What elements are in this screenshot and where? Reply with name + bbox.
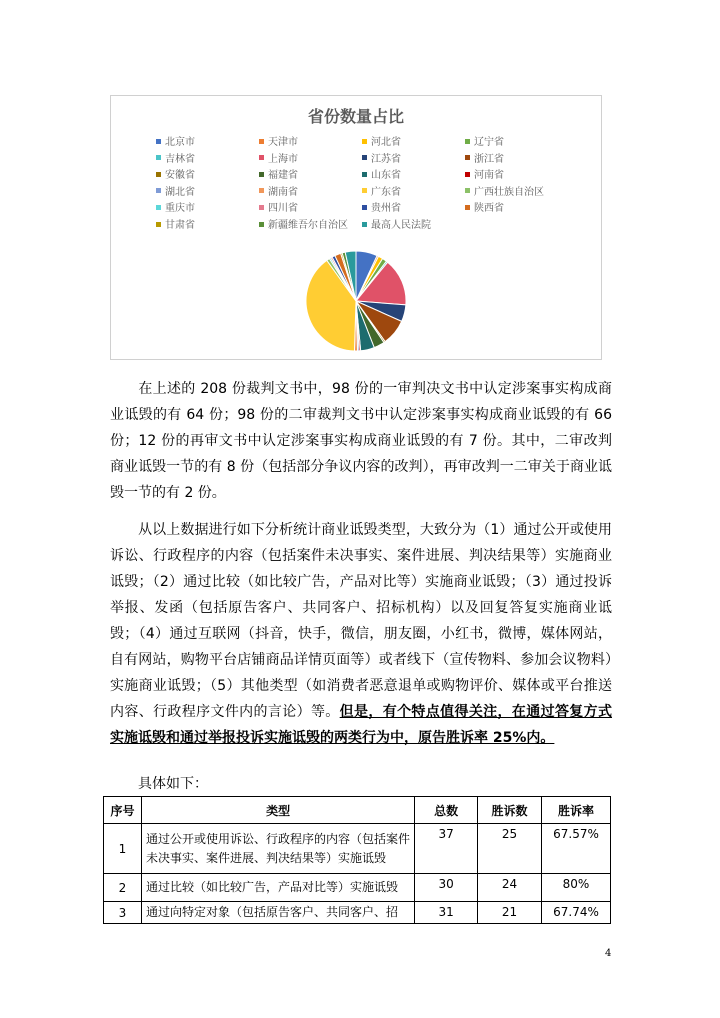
row-no: 3	[104, 902, 142, 924]
legend-label: 广东省	[371, 186, 401, 198]
legend-label: 辽宁省	[474, 137, 504, 148]
legend-item	[156, 170, 195, 182]
legend-swatch	[259, 155, 264, 160]
legend-swatch	[465, 188, 470, 193]
legend-swatch	[362, 205, 367, 210]
legend-item	[465, 203, 504, 215]
legend-swatch	[156, 188, 161, 193]
legend-swatch	[156, 205, 161, 210]
row-rate: 67.74%	[542, 902, 611, 924]
legend-label: 北京市	[165, 137, 195, 148]
paragraph-analysis-highlight: 但是，有个特点值得关注，在通过答复方式实施诋毁和通过举报投诉实施诋毁的两类行为中，原告胜诉率 25%内。	[110, 704, 613, 746]
row-wins: 25	[478, 824, 542, 874]
row-rate: 67.57%	[542, 824, 611, 874]
row-type: 通过比较（如比较广告，产品对比等）实施诋毁	[141, 874, 414, 902]
legend-item	[465, 154, 504, 166]
legend-swatch	[259, 222, 264, 227]
legend-item	[259, 187, 298, 199]
legend-item	[362, 203, 401, 215]
table-row	[104, 902, 611, 924]
legend-label: 湖北省	[165, 186, 195, 198]
legend-item	[259, 220, 348, 232]
legend-swatch	[156, 172, 161, 177]
header-no: 序号	[104, 797, 142, 824]
row-wins: 21	[478, 902, 542, 924]
legend-swatch	[156, 222, 161, 227]
legend-swatch	[259, 172, 264, 177]
defamation-type-table	[103, 796, 611, 924]
legend-label: 上海市	[268, 153, 298, 165]
legend-swatch	[156, 139, 161, 144]
legend-item	[465, 187, 544, 199]
legend-label: 河南省	[474, 170, 504, 182]
legend-item	[362, 220, 431, 232]
legend-swatch	[465, 139, 470, 144]
row-type: 通过向特定对象（包括原告客户、共同客户、招	[141, 902, 414, 924]
page-number: 4	[605, 948, 612, 959]
legend-swatch	[465, 155, 470, 160]
legend-item	[362, 187, 401, 199]
legend-label: 浙江省	[474, 153, 504, 165]
legend-swatch	[156, 155, 161, 160]
row-rate: 80%	[542, 874, 611, 902]
legend-swatch	[362, 155, 367, 160]
table-header-row	[104, 797, 611, 824]
legend-label: 江苏省	[371, 153, 401, 165]
header-rate: 胜诉率	[542, 797, 611, 824]
row-no: 1	[104, 824, 142, 874]
row-wins: 24	[478, 874, 542, 902]
legend-swatch	[259, 139, 264, 144]
legend-label: 重庆市	[165, 203, 195, 215]
legend-item	[259, 203, 298, 215]
legend-label: 最高人民法院	[371, 220, 431, 231]
legend-label: 福建省	[268, 170, 298, 182]
legend-swatch	[259, 205, 264, 210]
paragraph-statistics-text: 在上述的 208 份裁判文书中，98 份的一审判决文书中认定涉案事实构成商业诋毁的有 64 份；98 份的二审裁判文书中认定涉案事实构成商业诋毁的有 66 份；12 份的再审文书中认定涉案事实构成商业诋毁的有 7 份。其中，二审改判商业诋毁一节的有 8 份（包括部分争议内容的改判），再审改判一二审关于商业诋毁一节的有 2 份。	[110, 381, 612, 501]
row-total: 37	[415, 824, 478, 874]
legend-item	[362, 137, 401, 149]
paragraph-analysis-text: 从以上数据进行如下分析统计商业诋毁类型，大致分为（1）通过公开或使用诉讼、行政程序的内容（包括案件未决事实、案件进展、判决结果等）实施商业诋毁；（2）通过比较（如比较广告，产品对比等）实施商业诋毁；（3）通过投诉举报、发函（包括原告客户、共同客户、招标机构）以及回复答复实施商业诋毁；（4）通过互联网（抖音，快手，微信，朋友圈，小红书，微博，媒体网站，自有网站，购物平台店铺商品详情页面等）或者线下（宣传物料、参加会议物料）实施商业诋毁；（5）其他类型（如消费者恶意退单或购物评价、媒体或平台推送内容、行政程序文件内的言论）等。	[110, 522, 612, 720]
table-intro: 具体如下：	[138, 776, 208, 792]
legend-item	[156, 203, 195, 215]
legend-swatch	[362, 139, 367, 144]
legend-item	[156, 154, 195, 166]
legend-label: 广西壮族自治区	[474, 186, 544, 198]
legend-label: 吉林省	[165, 153, 195, 165]
header-type: 类型	[141, 797, 414, 824]
legend-label: 天津市	[268, 137, 298, 148]
legend-swatch	[465, 205, 470, 210]
legend-swatch	[465, 172, 470, 177]
legend-swatch	[259, 188, 264, 193]
legend-label: 湖南省	[268, 186, 298, 198]
table-row	[104, 874, 611, 902]
legend-label: 陕西省	[474, 203, 504, 215]
legend-label: 甘肃省	[165, 220, 195, 231]
legend-item	[156, 137, 195, 149]
paragraph-statistics	[110, 376, 612, 506]
row-total: 30	[415, 874, 478, 902]
legend-swatch	[362, 188, 367, 193]
legend-label: 四川省	[268, 203, 298, 215]
table-row	[104, 824, 611, 874]
legend-label: 贵州省	[371, 203, 401, 215]
legend-item	[362, 170, 401, 182]
header-total: 总数	[415, 797, 478, 824]
legend-label: 安徽省	[165, 170, 195, 182]
legend-swatch	[362, 172, 367, 177]
legend-item	[259, 154, 298, 166]
legend-item	[156, 220, 195, 232]
pie-chart-box	[110, 95, 602, 360]
chart-title: 省份数量占比	[307, 107, 404, 126]
legend-label: 山东省	[371, 170, 401, 182]
row-total: 31	[415, 902, 478, 924]
pie-chart	[303, 248, 409, 354]
legend-item	[465, 137, 504, 149]
legend-label: 河北省	[371, 137, 401, 148]
row-no: 2	[104, 874, 142, 902]
row-type: 通过公开或使用诉讼、行政程序的内容（包括案件未决事实、案件进展、判决结果等）实施诋毁	[141, 824, 414, 874]
legend-item	[362, 154, 401, 166]
legend-item	[259, 137, 298, 149]
legend-item	[465, 170, 504, 182]
legend-item	[156, 187, 195, 199]
paragraph-analysis	[110, 517, 612, 751]
legend-label: 新疆维吾尔自治区	[268, 220, 348, 231]
legend-item	[259, 170, 298, 182]
legend-swatch	[362, 222, 367, 227]
header-wins: 胜诉数	[478, 797, 542, 824]
